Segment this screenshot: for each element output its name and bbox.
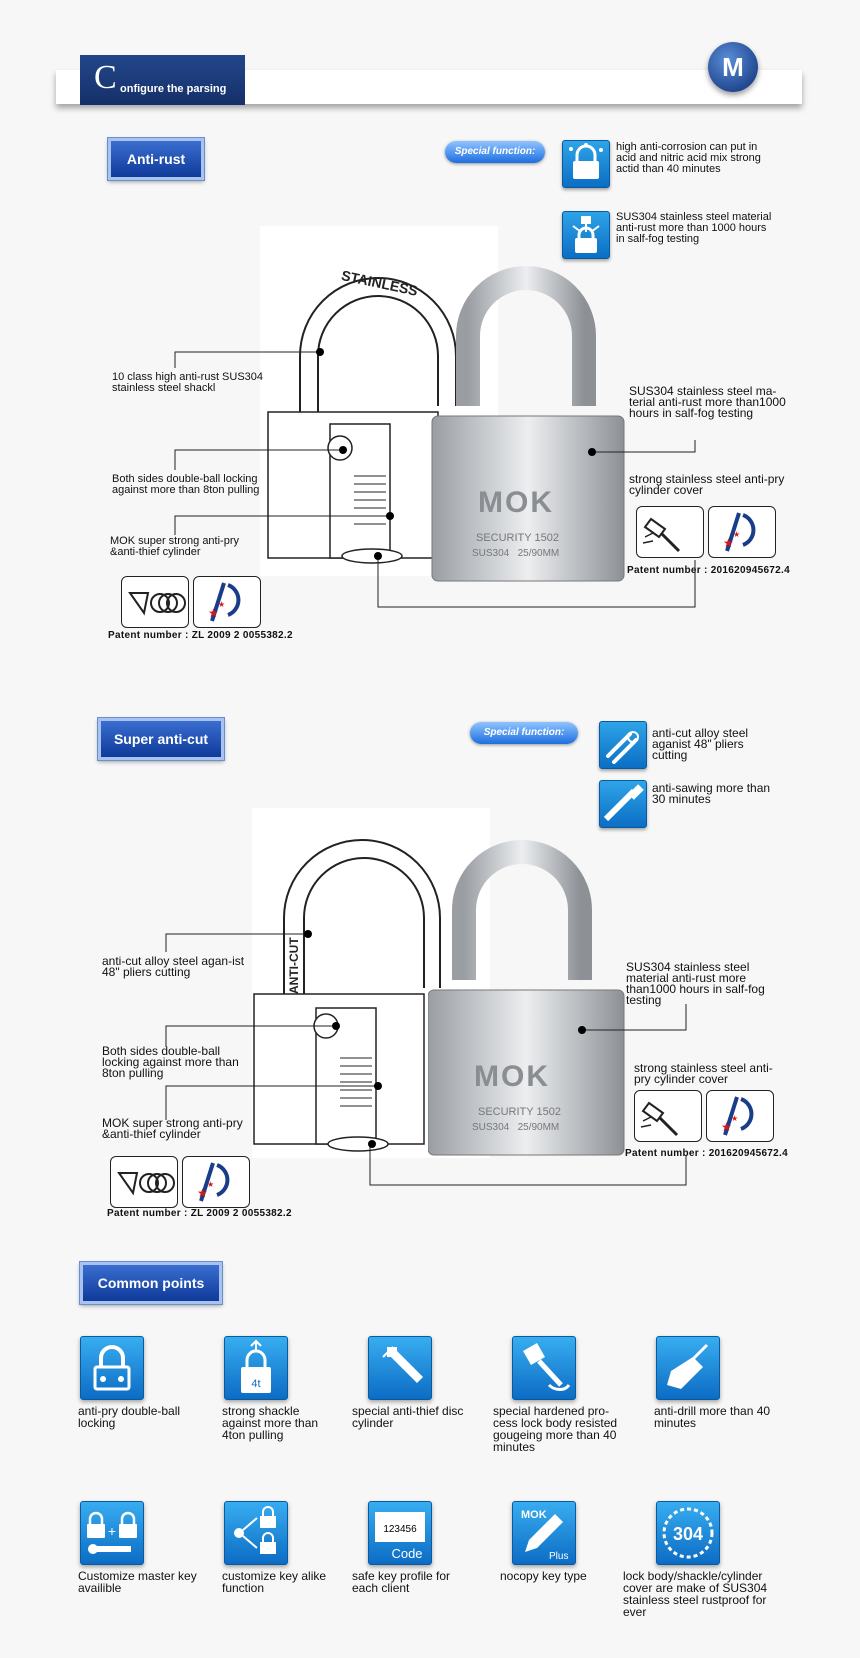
icon-glyph: MOK (521, 1509, 547, 1521)
icon-glyph: 304 (672, 1524, 704, 1544)
page-title-text: onfigure the parsing (120, 83, 227, 95)
common-point-label: safe key profile for each client (352, 1569, 451, 1595)
common-point-label: special hardened pro-cess lock body resisted gougeing more than 40 minutes (493, 1404, 618, 1454)
svg-text:★: ★ (721, 1120, 732, 1134)
special-function-pill: Special function: (470, 722, 578, 744)
patent-logo-badge (182, 1156, 250, 1208)
shackle-4t-icon (224, 1336, 288, 1400)
key-alike-icon (224, 1501, 288, 1565)
icon-glyph: Code (391, 1546, 423, 1561)
common-point-label: special anti-thief disc cylinder (352, 1404, 464, 1430)
lock-engraving: SECURITY 1502 (476, 532, 559, 544)
common-point-label: Customize master key availible (78, 1569, 197, 1595)
svg-text:+: + (107, 1523, 117, 1539)
callout-label: anti-cut alloy steel agan-ist 48" pliers cutting (102, 954, 245, 979)
lock-brand: MOK (474, 1060, 550, 1093)
hammer-icon (512, 1336, 576, 1400)
feature-text: anti-sawing more than 30 minutes (652, 781, 771, 806)
master-key-icon (80, 1501, 144, 1565)
common-point-label: lock body/shackle/cylinder cover are make of SUS304 stainless steel rustproof for ever (623, 1569, 768, 1619)
callout-label: SUS304 stainless steel ma-terial anti-rust more than1000 hours in salf-fog testing (629, 384, 786, 420)
common-point-label: strong shackle against more than 4ton pulling (222, 1404, 319, 1442)
special-function-pill: Special function: (445, 141, 545, 163)
sus304-icon (656, 1501, 720, 1565)
hammer-cover-badge (634, 1090, 702, 1142)
brand-logo: M (708, 42, 758, 92)
common-point-label: customize key alike function (222, 1569, 327, 1595)
svg-text:★: ★ (731, 1114, 739, 1123)
callout-label: 10 class high anti-rust SUS304 stainless steel shackl (112, 371, 264, 394)
icon-glyph: 123456 (383, 1524, 417, 1535)
anti-rust-button[interactable]: Anti-rust (108, 138, 204, 180)
page-title-initial: C (94, 59, 117, 96)
svg-text:★: ★ (733, 530, 741, 539)
common-point-label: anti-drill more than 40 minutes (654, 1404, 771, 1430)
lock-engraving: SECURITY 1502 (478, 1106, 561, 1118)
key-profile-badge (110, 1156, 178, 1208)
nocopy-key-icon (512, 1501, 576, 1565)
drill-icon (656, 1336, 720, 1400)
svg-text:★: ★ (207, 1180, 215, 1189)
svg-text:★: ★ (208, 606, 219, 620)
callout-label: SUS304 stainless steel material anti-rust more than1000 hours in salf-fog testing (626, 960, 765, 1007)
feature-text: high anti-corrosion can put in acid and nitric acid mix strong actid than 40 minutes (616, 141, 761, 175)
common-points-button[interactable]: Common points (80, 1262, 222, 1304)
svg-text:★: ★ (218, 600, 226, 609)
patent-number: Patent number : 201620945672.4 (627, 565, 790, 576)
lock-engraving: SUS304 25/90MM (472, 1122, 560, 1133)
shackle-word: STAINLESS (340, 267, 420, 299)
icon-glyph: Plus (549, 1551, 569, 1562)
patent-number: Patent number : 201620945672.4 (625, 1148, 788, 1159)
callout-label: MOK super strong anti-pry &anti-thief cylinder (102, 1116, 243, 1141)
disc-cylinder-icon (368, 1336, 432, 1400)
callout-label: strong stainless steel anti-pry cylinder cover (634, 1061, 773, 1086)
shackle-word: ANTI-CUT (287, 937, 301, 994)
icon-glyph: 4t (251, 1378, 261, 1390)
code-card-icon (368, 1501, 432, 1565)
lock-brand: MOK (478, 486, 554, 519)
common-point-label: anti-pry double-ball locking (78, 1404, 181, 1430)
svg-text:★: ★ (197, 1186, 208, 1200)
double-ball-lock-icon (80, 1336, 144, 1400)
common-point-label: nocopy key type (500, 1569, 587, 1583)
svg-text:★: ★ (723, 536, 734, 550)
super-anti-cut-button[interactable]: Super anti-cut (98, 718, 224, 760)
patent-number: Patent number : ZL 2009 2 0055382.2 (108, 630, 293, 641)
patent-logo-badge (706, 1090, 774, 1142)
callout-label: Both sides double-ball locking against more than 8ton pulling (102, 1044, 239, 1080)
patent-number: Patent number : ZL 2009 2 0055382.2 (107, 1208, 292, 1219)
feature-text: SUS304 stainless steel material anti-rust more than 1000 hours in salf-fog testing (616, 211, 772, 245)
feature-text: anti-cut alloy steel aganist 48" pliers cutting (652, 726, 749, 762)
callout-label: Both sides double-ball locking against more than 8ton pulling (112, 473, 260, 496)
lock-engraving: SUS304 25/90MM (472, 548, 560, 559)
callout-label: strong stainless steel anti-pry cylinder cover (629, 472, 785, 497)
callout-label: MOK super strong anti-pry &anti-thief cylinder (110, 535, 239, 558)
